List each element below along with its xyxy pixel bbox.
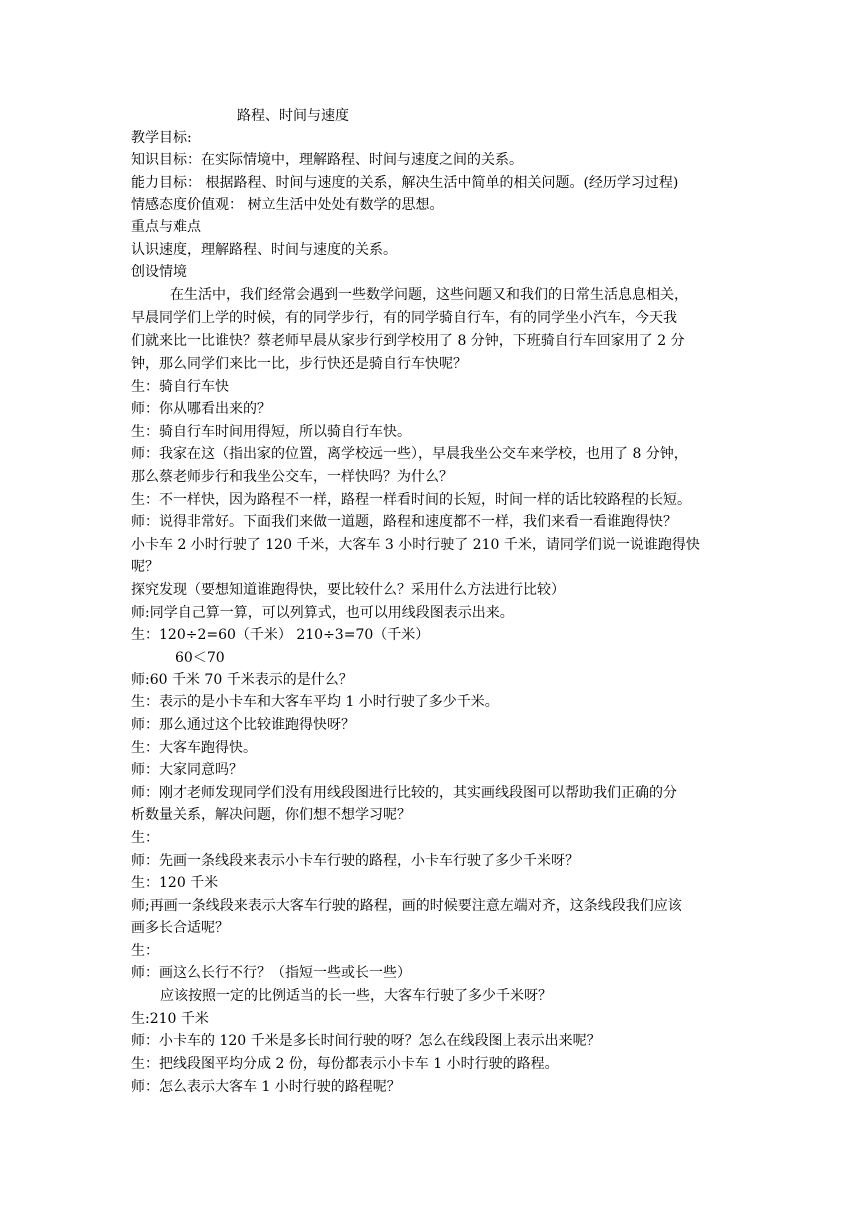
text-line: 那么蔡老师步行和我坐公交车，一样快吗？为什么？: [131, 469, 453, 485]
text-line: 生：骑自行车时间用得短，所以骑自行车快。: [131, 424, 411, 440]
text-line: 生：: [131, 830, 159, 846]
text-line: 师：你从哪看出来的？: [131, 401, 271, 417]
text-line: 生：不一样快，因为路程不一样，路程一样看时间的长短，时间一样的话比较路程的长短。: [131, 492, 691, 508]
text-line: 们就来比一比谁快？蔡老师早晨从家步行到学校用了 8 分钟，下班骑自行车回家用了 2 分: [131, 333, 685, 349]
text-line: 生：大客车跑得快。: [131, 740, 257, 756]
text-line: 师;再画一条线段来表示大客车行驶的路程，画的时候要注意左端对齐，这条线段我们应该: [131, 898, 682, 914]
text-line: 重点与难点: [131, 219, 201, 235]
text-line: 教学目标:: [131, 130, 192, 146]
text-line: 师:60 千米 70 千米表示的是什么？: [131, 672, 353, 688]
text-line: 师：画这么长行不行？（指短一些或长一些）: [131, 965, 411, 981]
text-line: 在生活中，我们经常会遇到一些数学问题，这些问题又和我们的日常生活息息相关，: [170, 287, 688, 303]
text-line: 60＜70: [175, 650, 225, 666]
text-line: 师：我家在这（指出家的位置，离学校远一些），早晨我坐公交车来学校，也用了 8 分钟，: [131, 446, 688, 462]
text-line: 师：刚才老师发现同学们没有用线段图进行比较的，其实画线段图可以帮助我们正确的分: [131, 785, 677, 801]
text-line: 师：说得非常好。下面我们来做一道题，路程和速度都不一样，我们来看一看谁跑得快？: [131, 514, 677, 530]
text-line: 认识速度，理解路程、时间与速度的关系。: [131, 242, 397, 258]
text-line: 情感态度价值观： 树立生活中处处有数学的思想。: [131, 197, 444, 213]
text-line: 探究发现（要想知道谁跑得快，要比较什么？采用什么方法进行比较）: [131, 582, 565, 598]
text-line: 生：骑自行车快: [131, 379, 229, 395]
text-line: 师：怎么表示大客车 1 小时行驶的路程呢？: [131, 1079, 401, 1095]
text-line: 能力目标： 根据路程、时间与速度的关系，解决生活中简单的相关问题。(经历学习过程): [131, 175, 679, 191]
text-line: 析数量关系，解决问题，你们想不想学习呢？: [131, 807, 411, 823]
text-line: 应该按照一定的比例适当的长一些，大客车行驶了多少千米呀？: [160, 988, 552, 1004]
text-line: 师：那么通过这个比较谁跑得快呀？: [131, 717, 355, 733]
text-line: 生：: [131, 943, 159, 959]
text-line: 生：120÷2=60（千米） 210÷3=70（千米）: [131, 627, 430, 643]
text-line: 小卡车 2 小时行驶了 120 千米，大客车 3 小时行驶了 210 千米，请同学们说一说谁跑得快: [131, 537, 700, 553]
text-line: 生：把线段图平均分成 2 份，每份都表示小卡车 1 小时行驶的路程。: [131, 1056, 559, 1072]
text-line: 创设情境: [131, 264, 187, 280]
text-line: 呢？: [131, 559, 159, 575]
text-line: 生：表示的是小卡车和大客车平均 1 小时行驶了多少千米。: [131, 694, 499, 710]
text-line: 师：小卡车的 120 千米是多长时间行驶的呀？怎么在线段图上表示出来呢？: [131, 1033, 601, 1049]
text-line: 画多长合适呢？: [131, 920, 229, 936]
text-line: 早晨同学们上学的时候，有的同学步行，有的同学骑自行车，有的同学坐小汽车，今天我: [131, 310, 677, 326]
document-title: 路程、时间与速度: [237, 108, 349, 124]
text-line: 生：120 千米: [131, 875, 219, 891]
text-line: 师:同学自己算一算，可以列算式，也可以用线段图表示出来。: [131, 605, 514, 621]
text-line: 生:210 千米: [131, 1011, 209, 1027]
text-line: 师：先画一条线段来表示小卡车行驶的路程，小卡车行驶了多少千米呀？: [131, 853, 579, 869]
text-line: 知识目标：在实际情境中，理解路程、时间与速度之间的关系。: [131, 152, 523, 168]
text-line: 钟，那么同学们来比一比，步行快还是骑自行车快呢？: [131, 356, 467, 372]
text-line: 师：大家同意吗？: [131, 762, 243, 778]
